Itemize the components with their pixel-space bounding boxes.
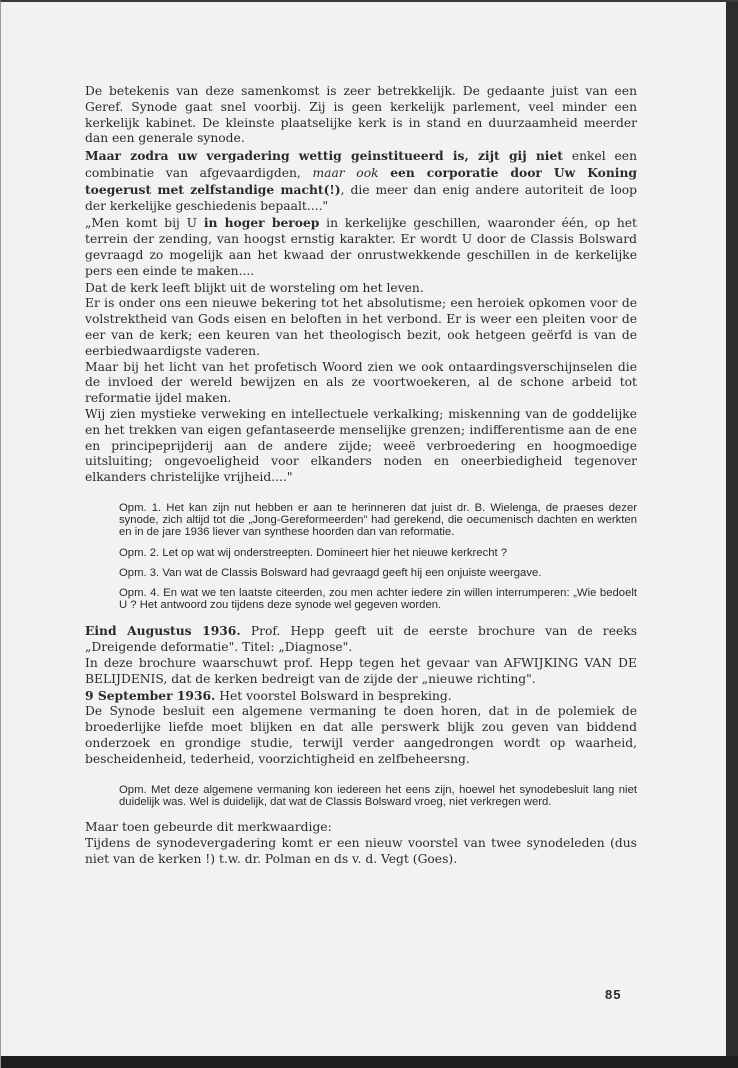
- paragraph: Tijdens de synodevergadering komt er een nieuw voorstel van twee synodeleden (dus niet van de kerken !) t.w. dr. Polman en ds v. d. Vegt (Goes).: [85, 835, 637, 866]
- scan-edge-bottom: [1, 1056, 738, 1068]
- paragraph: 9 September 1936. Het voorstel Bolsward in bespreking.: [85, 687, 452, 703]
- page-number: 85: [605, 987, 622, 1002]
- note: Opm. 1. Het kan zijn nut hebben er aan te herinneren dat juist dr. B. Wielenga, de praeses dezer synode, zich altijd tot die „Jong-Gereformeerden" had gerekend, die oecumenisch dachten en werkten en in de jare 1936 liever van synthese hoorden dan van reformatie.: [119, 501, 637, 539]
- note: Opm. 4. En wat we ten laatste citeerden, zou men achter iedere zin willen interrumperen: „Wie bedoelt U ? Het antwoord zou tijdens deze synode wel gegeven worden.: [119, 586, 637, 612]
- paragraph: „Men komt bij U in hoger beroep in kerkelijke geschillen, waaronder één, op het terrein der zending, van hoogst ernstig karakter. Er wordt U door de Classis Bolsward gevraagd zo mogelijk aan het kwaad der onrustwekkende geschillen in de kerkelijke pers een einde te maken....: [85, 215, 638, 278]
- paragraph: Eind Augustus 1936. Prof. Hepp geeft uit de eerste brochure van de reeks „Dreigende deformatie". Titel: „Diagnose".: [85, 623, 638, 655]
- scan-edge-right: [726, 2, 738, 1058]
- page-body: [85, 84, 637, 867]
- note: Opm. Met deze algemene vermaning kon iedereen het eens zijn, hoewel het synodebesluit lang niet duidelijk was. Wel is duidelijk, dat wat de Classis Bolsward vroeg, niet verkregen werd.: [119, 783, 637, 808]
- paragraph: Maar toen gebeurde dit merkwaardige:: [85, 819, 332, 834]
- note: Opm. 3. Van wat de Classis Bolsward had gevraagd geeft hij een onjuiste weergave.: [119, 566, 542, 579]
- paragraph: Wij zien mystieke verweking en intellectuele verkalking; miskenning van de goddelijke en het trekken van eigen gefantaseerde menselijke grenzen; indifferentisme aan de ene en principeprijderij aan de andere zijde; weeë verbroedering en hoogmoedige uitsluiting; ongevoeligheid voor elkanders noden en oneerbiedigheid tegenover elkanders christelijke vrijheid....": [85, 406, 637, 485]
- paragraph: De Synode besluit een algemene vermaning te doen horen, dat in de polemiek de broederlijke liefde moet blijken en dat alle perswerk blijk zou geven van biddend onderzoek en grondige studie, terwijl verder aangedrongen wordt op waarheid, bescheidenheid, tederheid, voorzichtigheid en zelfbeheersng.: [85, 704, 637, 766]
- paragraph: De betekenis van deze samenkomst is zeer betrekkelijk. De gedaante juist van een Geref. Synode gaat snel voorbij. Zij is geen kerkelijk parlement, veel minder een kerkelijk kabinet. De kleinste plaatselijke kerk is in stand en duurzaamheid meerder dan een generale synode.: [85, 84, 637, 146]
- paragraph: In deze brochure waarschuwt prof. Hepp tegen het gevaar van AFWIJKING VAN DE BELIJDENIS, dat de kerken bedreigt van de zijde der „nieuwe richting".: [85, 655, 637, 686]
- paragraph: Dat de kerk leeft blijkt uit de worsteling om het leven.: [85, 280, 424, 295]
- note: Opm. 2. Let op wat wij onderstreepten. Domineert hier het nieuwe kerkrecht ?: [119, 546, 508, 559]
- paragraph: Maar bij het licht van het profetisch Woord zien we ook ontaardingsverschijnselen die de invloed der wereld bewijzen en als ze voortwoekeren, al de schone arbeid tot reformatie ijdel maken.: [85, 359, 637, 406]
- paragraph: Er is onder ons een nieuwe bekering tot het absolutisme; een heroiek opkomen voor de volstrektheid van Gods eisen en beloften in het verbond. Er is weer een pleiten voor de eer van de kerk; een keuren van het theologisch bezit, ook hetgeen geërfd is van de eerbiedwaardigste vaderen.: [85, 296, 637, 358]
- paragraph: Maar zodra uw vergadering wettig geinstitueerd is, zijt gij niet enkel een combinatie van afgevaardigden, maar ook een corporatie door Uw Koning toegerust met zelfstandige macht(!), die meer dan enig andere autoriteit de loop der kerkelijke geschiedenis bepaalt....": [85, 148, 638, 213]
